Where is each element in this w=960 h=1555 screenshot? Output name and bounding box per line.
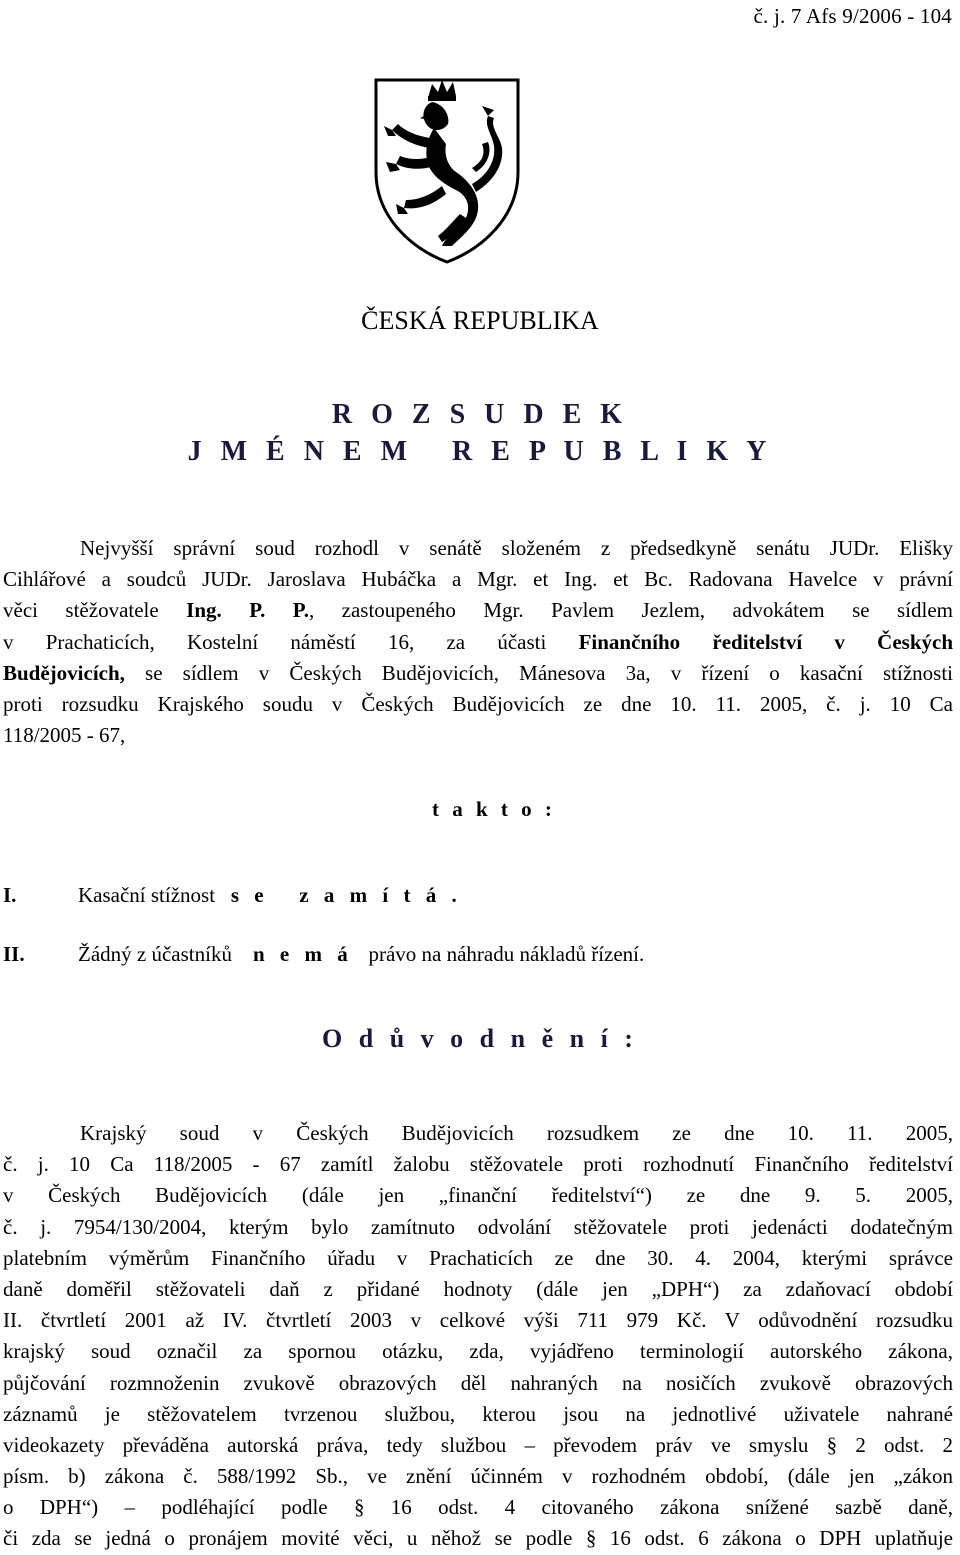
reasoning-line: platebním výměrům Finančního úřadu v Prachaticích ze dne 30. 4. 2004, kterými správce [3, 1245, 953, 1270]
reasoning-heading: O d ů v o d n ě n í : [322, 1024, 638, 1053]
intro-text: se sídlem v Českých Budějovicích, Mánesova 3a, v řízení o kasační stížnosti [124, 660, 953, 685]
reasoning-line: krajský soud označil za spornou otázku, zda, vyjádřeno terminologií autorského zákona, [3, 1339, 953, 1364]
intro-line [3, 658, 953, 689]
reasoning-line: č. j. 7954/130/2004, kterým bylo zamítnuto odvolání stěžovatele proti jedenácti dodatečným [3, 1214, 953, 1239]
intro-paragraph [3, 533, 953, 751]
reasoning-line: písm. b) zákona č. 588/1992 Sb., ve znění účinném v rozhodném období, (dále jen „zákon [3, 1464, 953, 1489]
verdict-text [78, 942, 644, 967]
document-title: R O Z S U D E K [331, 399, 629, 430]
intro-line: Nejvyšší správní soud rozhodl v senátě složeném z předsedkyně senátu JUDr. Elišky [80, 536, 953, 560]
respondent-name: Finančního ředitelství v Českých [578, 629, 953, 654]
czech-lion-coat-of-arms-icon [372, 76, 522, 266]
case-number: č. j. 7 Afs 9/2006 - 104 [753, 4, 952, 28]
intro-line [3, 627, 953, 658]
verdict-text [78, 883, 462, 908]
intro-text: v Prachaticích, Kostelní náměstí 16, za účasti [3, 629, 547, 654]
verdict-text-b: právo na náhradu nákladů řízení. [368, 942, 645, 966]
reasoning-line: videokazety převáděna autorská práva, tedy službou – převodem práv ve smyslu § 2 odst. 2 [3, 1432, 953, 1457]
verdict-number: I. [3, 883, 17, 907]
verdict-emphasis: n e m á [252, 942, 353, 966]
country-name: ČESKÁ REPUBLIKA [361, 306, 599, 335]
reasoning-line: půjčování rozmnoženin zvukově obrazových děl nahraných na nosičích zvukově obrazových [3, 1370, 953, 1395]
reasoning-line: č. j. 10 Ca 118/2005 - 67 zamítl žalobu stěžovatele proti rozhodnutí Finančního ředitelství [3, 1152, 953, 1177]
verdict-number: II. [3, 942, 25, 966]
reasoning-line: či zda se jedná o pronájem movité věci, u něhož se podle § 16 odst. 6 zákona o DPH uplatňuje [3, 1526, 953, 1551]
reasoning-line: II. čtvrtletí 2001 až IV. čtvrtletí 2003 v celkové výši 711 979 Kč. V odůvodnění rozsudku [3, 1308, 953, 1333]
document-subtitle: J M É N E M R E P U B L I K Y [187, 436, 773, 467]
intro-line [3, 595, 953, 626]
reasoning-line: v Českých Budějovicích (dále jen „finanční ředitelství“) ze dne 9. 5. 2005, [3, 1183, 953, 1208]
intro-text: věci stěžovatele [3, 598, 159, 623]
verdict-text-a: Žádný z účastníků [78, 942, 232, 966]
respondent-name-cont: Budějovicích, [3, 660, 125, 685]
intro-text: , zastoupeného Mgr. Pavlem Jezlem, advokátem se sídlem [308, 598, 953, 623]
reasoning-line: o DPH“) – podléhající podle § 16 odst. 4 citovaného zákona snížené sazbě daně, [3, 1495, 953, 1520]
reasoning-paragraph [3, 1118, 953, 1555]
reasoning-line: Krajský soud v Českých Budějovicích rozsudkem ze dne 10. 11. 2005, [80, 1121, 953, 1145]
reasoning-line: daně doměřil stěžovateli daň z přidané hodnoty (dále jen „DPH“) za zdaňovací období [3, 1276, 953, 1301]
intro-line: proti rozsudku Krajského soudu v Českých Budějovicích ze dne 10. 11. 2005, č. j. 10 Ca [3, 691, 953, 716]
intro-line: 118/2005 - 67, [3, 723, 126, 748]
verdict-emphasis: s e z a m í t á . [230, 883, 462, 907]
verdict-text-a: Kasační stížnost [78, 883, 216, 907]
intro-line: Cihlářové a soudců JUDr. Jaroslava Hubáčka a Mgr. et Ing. et Bc. Radovana Havelce v právní [3, 567, 953, 592]
verdict-label: t a k t o : [432, 797, 556, 821]
reasoning-line: záznamů je stěžovatelem tvrzenou službou, kterou jsou na jednotlivé uživatele nahrané [3, 1401, 953, 1426]
complainant-name: Ing. P. P. [186, 598, 309, 623]
